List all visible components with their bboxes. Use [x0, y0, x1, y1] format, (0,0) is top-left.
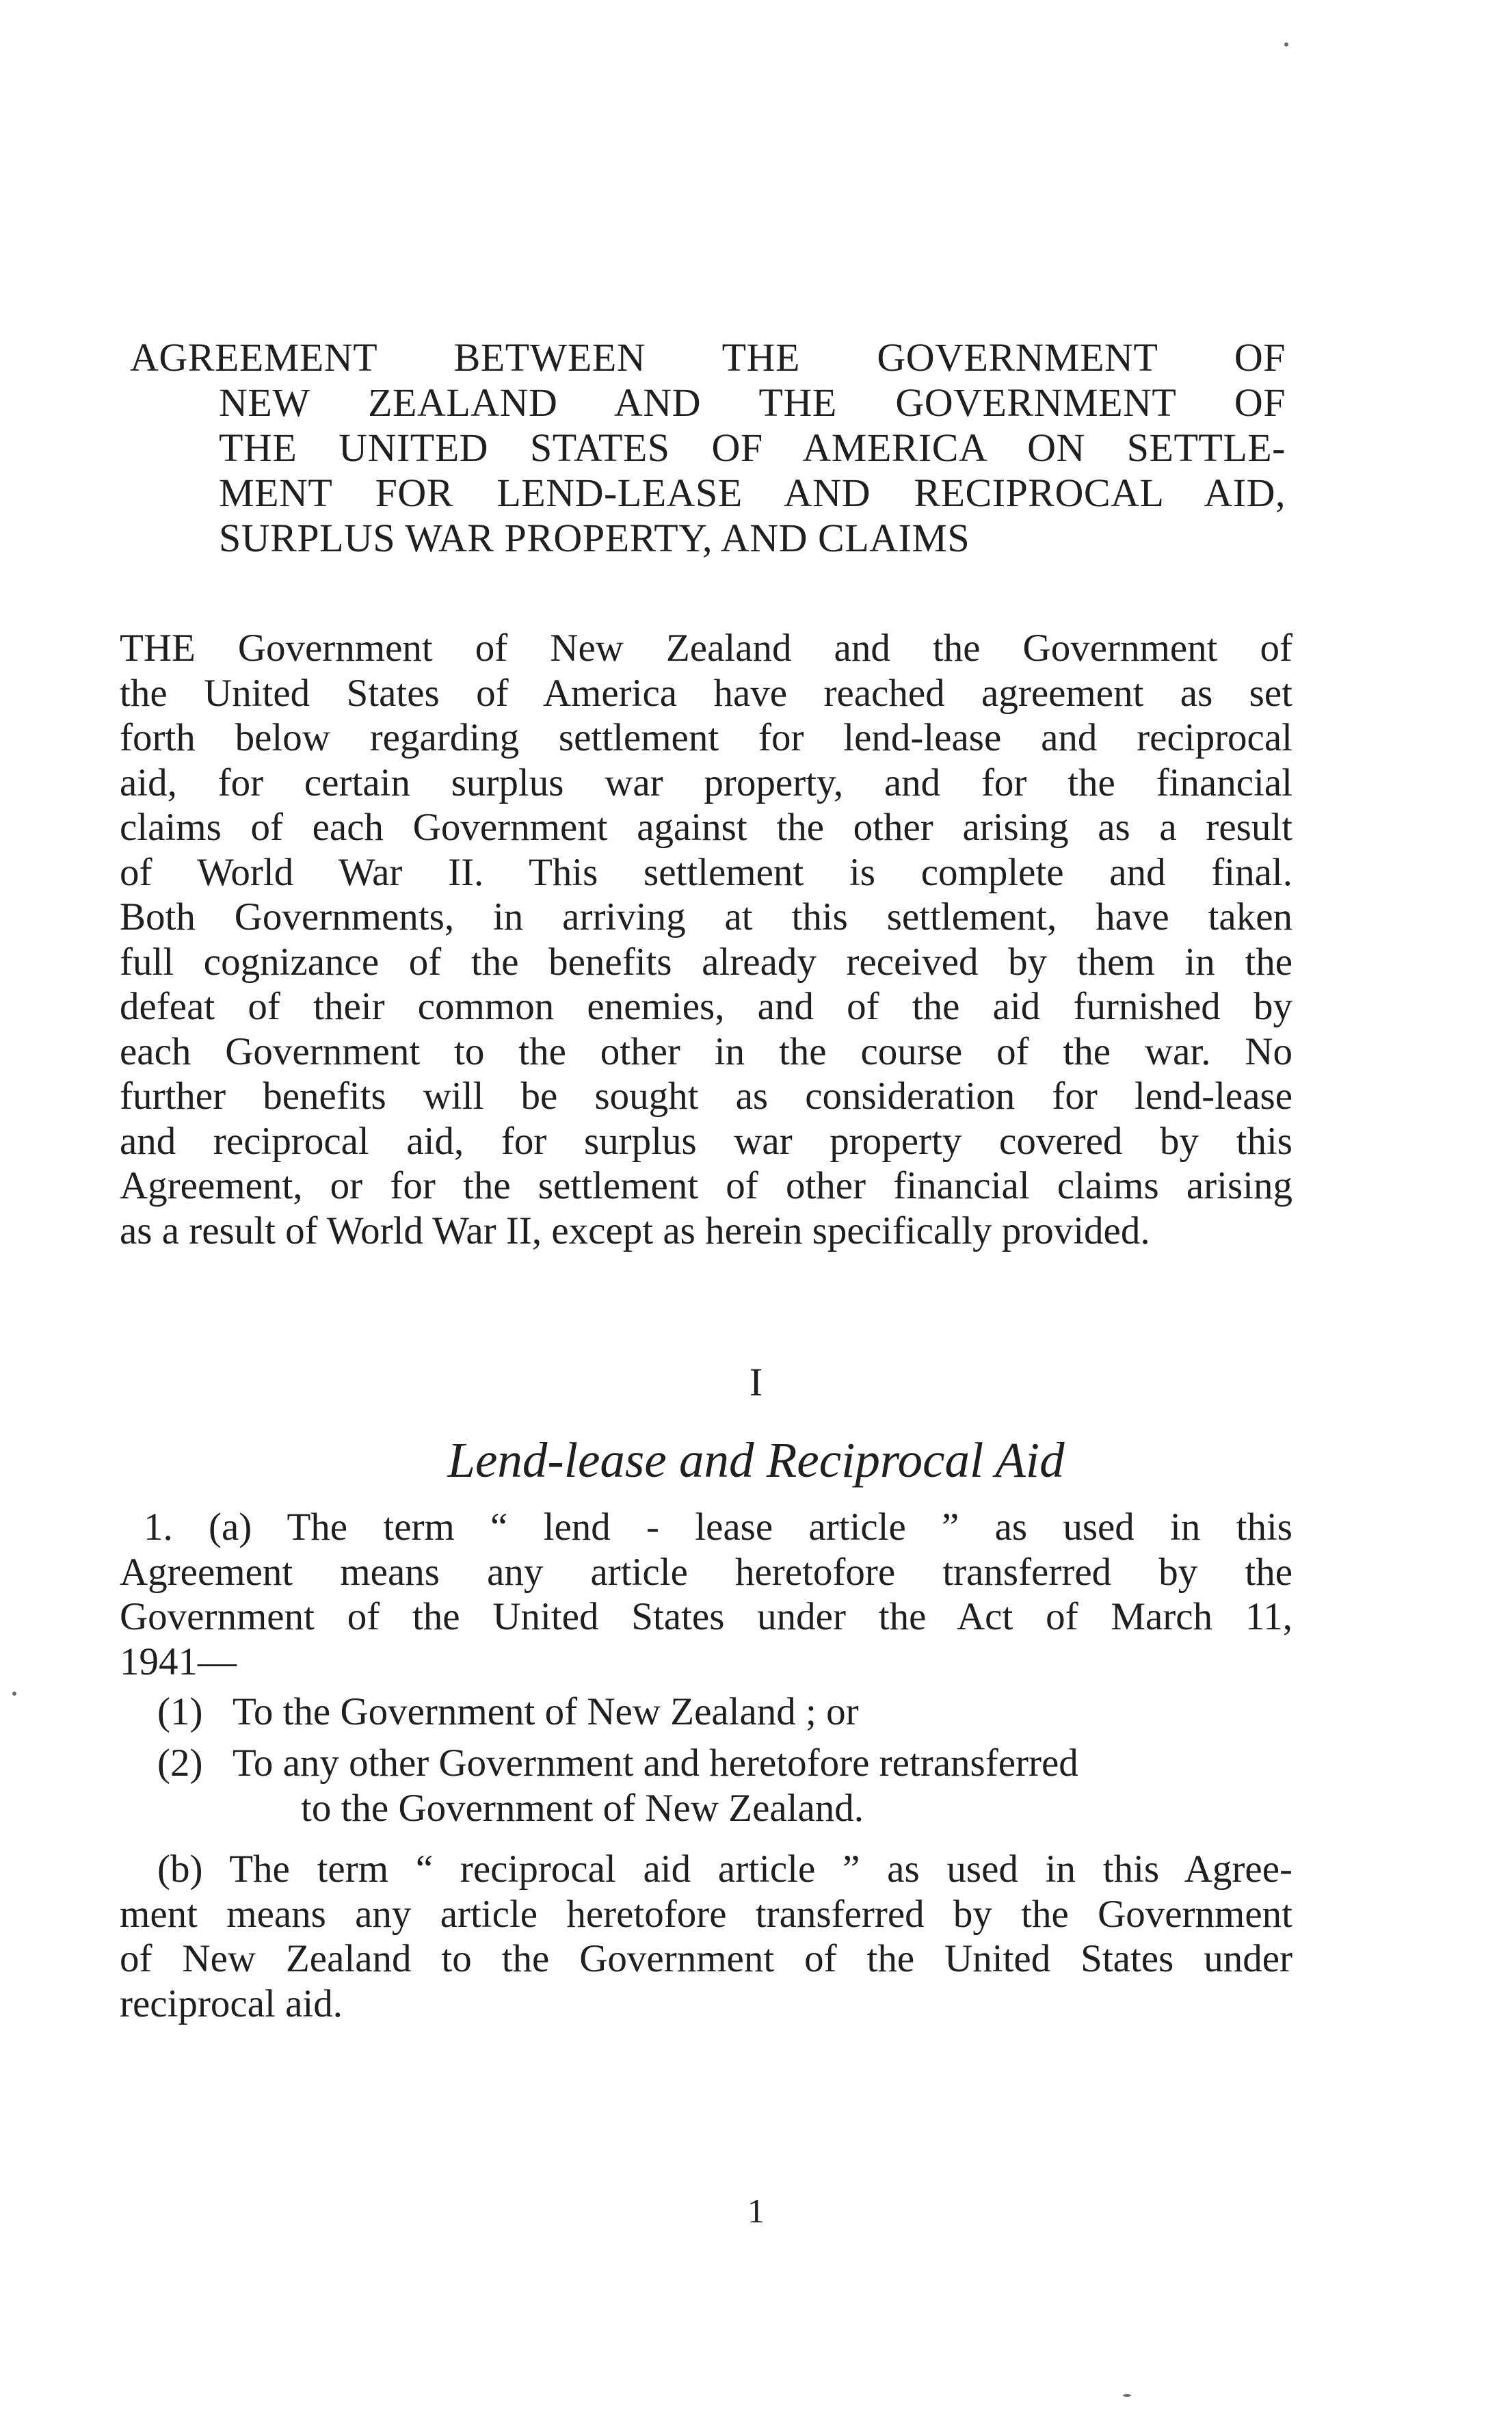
paragraph-line: (b) The term “ reciprocal aid article ” as used in this Agree- [157, 1848, 1292, 1891]
list-text: To the Government of New Zealand ; or [233, 1690, 859, 1733]
list-marker: (1) [157, 1690, 203, 1733]
title-line: THE UNITED STATES OF AMERICA ON SETTLE- [219, 425, 1286, 470]
paragraph-line: ment means any article heretofore transferred by the Government [120, 1892, 1292, 1936]
paragraph-line: 1. (a) The term “ lend - lease article ” as used in this [144, 1506, 1292, 1549]
paragraph-line: reciprocal aid. [120, 1982, 343, 2025]
preamble-line: further benefits will be sought as consideration for lend-lease [120, 1075, 1292, 1118]
preamble-paragraph [120, 626, 1292, 1253]
preamble-line: Agreement, or for the settlement of other financial claims arising [120, 1164, 1292, 1207]
paragraph-line: Government of the United States under the Act of March 11, [120, 1595, 1292, 1638]
scan-speck [1284, 42, 1288, 47]
preamble-line: forth below regarding settlement for lend-lease and reciprocal [120, 716, 1292, 759]
title-line: NEW ZEALAND AND THE GOVERNMENT OF [219, 380, 1286, 425]
paragraph-line: of New Zealand to the Government of the United States under [120, 1937, 1292, 1980]
preamble-line: and reciprocal aid, for surplus war property covered by this [120, 1119, 1292, 1163]
agreement-title [130, 335, 1286, 561]
paragraph-1a [120, 1505, 1292, 1684]
preamble-line: aid, for certain surplus war property, and for the financial [120, 761, 1292, 804]
preamble-line: THE Government of New Zealand and the Government of [120, 627, 1292, 670]
list-marker: (2) [157, 1742, 203, 1785]
title-line: AGREEMENT BETWEEN THE GOVERNMENT OF [130, 335, 1286, 380]
paragraph-line: Agreement means any article heretofore transferred by the [120, 1550, 1292, 1594]
paragraph-line: 1941— [120, 1640, 237, 1683]
preamble-line: full cognizance of the benefits already received by them in the [120, 940, 1292, 984]
preamble-line: of World War II. This settlement is complete and final. [120, 850, 1292, 894]
list-item [157, 1741, 1292, 1830]
section-number: I [749, 1360, 763, 1404]
preamble-line: defeat of their common enemies, and of the aid furnished by [120, 985, 1292, 1028]
scan-speck [12, 1692, 16, 1696]
preamble-line: as a result of World War II, except as herein specifically provided. [120, 1209, 1150, 1252]
list-continuation: to the Government of New Zealand. [301, 1786, 864, 1830]
preamble-line: Both Governments, in arriving at this settlement, have taken [120, 895, 1292, 938]
preamble-line: claims of each Government against the other arising as a result [120, 806, 1292, 849]
title-line: SURPLUS WAR PROPERTY, AND CLAIMS [219, 516, 970, 560]
scan-speck [1123, 2394, 1131, 2397]
list-text: To any other Government and heretofore retransferred [233, 1742, 1078, 1785]
paragraph-1b [120, 1847, 1292, 2026]
page-number: 1 [747, 2192, 765, 2230]
title-line: MENT FOR LEND-LEASE AND RECIPROCAL AID, [219, 471, 1286, 515]
section-heading: Lend-lease and Reciprocal Aid [447, 1432, 1065, 1488]
preamble-line: the United States of America have reached agreement as set [120, 671, 1292, 715]
preamble-line: each Government to the other in the course of the war. No [120, 1029, 1292, 1073]
list-item [157, 1690, 1292, 1735]
